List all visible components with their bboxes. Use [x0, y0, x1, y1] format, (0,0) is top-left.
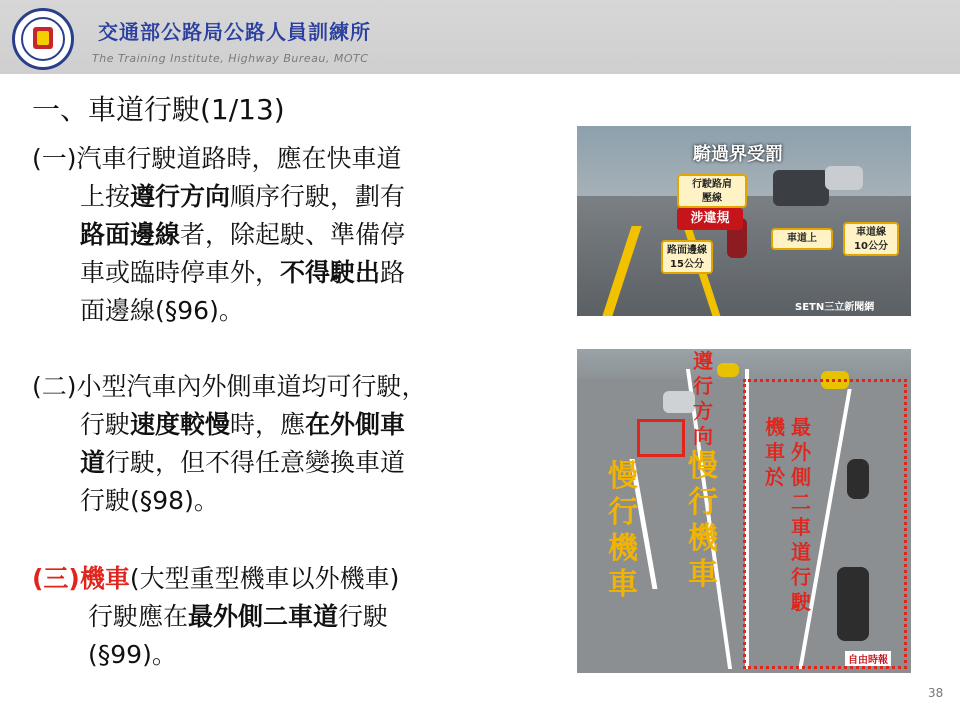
label-char: 機: [765, 415, 785, 439]
lane-line-label: 車道線 10公分: [843, 222, 899, 256]
header-bar: [0, 0, 960, 74]
label-char: 車: [791, 515, 811, 539]
paint-char: 行: [688, 485, 718, 520]
road-photo-motorcycle-lanes: [577, 349, 911, 673]
org-subtitle: The Training Institute, Highway Bureau, MOTC: [92, 52, 369, 65]
emphasis-text: 路面邊線: [80, 220, 181, 249]
text-span: (大型重型機車以外機車): [129, 564, 400, 593]
label-char: 於: [765, 465, 785, 489]
institute-logo: [12, 8, 74, 70]
news-source-logo: SETN三立新聞網: [795, 302, 875, 313]
emphasis-text: 速度較慢: [130, 410, 231, 439]
lane-paint-text: [683, 449, 723, 593]
text-span: 行駛: [338, 602, 389, 631]
text-span: 上按: [80, 182, 131, 211]
car-shape: [773, 170, 829, 206]
text-span: 順序行駛，劃有: [230, 182, 406, 211]
logo-emblem: [33, 27, 53, 49]
paint-char: 機: [608, 531, 638, 566]
shoulder-label: 行駛路肩 壓線: [677, 174, 747, 208]
photo-sky: [577, 349, 911, 379]
paint-char: 車: [688, 557, 718, 592]
emphasis-text: 道: [80, 448, 106, 477]
para3-line2: [88, 598, 388, 636]
para1-line3: [80, 216, 405, 254]
emphasis-text: 不得駛出: [280, 258, 381, 287]
label-char: 方: [693, 399, 713, 423]
label-char: 車: [765, 440, 785, 464]
para1-line4: [80, 254, 405, 292]
slide-title: 一、車道行駛(1/13): [32, 93, 285, 126]
label-char: 道: [791, 540, 811, 564]
label-char: 行: [693, 374, 713, 398]
outer-lane-label: [789, 415, 813, 615]
car-shape: [717, 363, 739, 377]
text-span: 時，應: [230, 410, 306, 439]
text-span: 行駛: [80, 410, 131, 439]
on-lane-label: 車道上: [771, 228, 833, 250]
emphasis-text: 在外側車: [305, 410, 406, 439]
label-char: 行: [791, 565, 811, 589]
para1-line2: [80, 178, 405, 216]
emphasis-text: 遵行方向: [130, 182, 231, 211]
text-span: 者，除起駛、準備停: [180, 220, 406, 249]
label-char: 二: [791, 490, 811, 514]
text-span: 行駛，但不得任意變換車道: [105, 448, 406, 477]
para2-line4: 行駛(§98)。: [80, 486, 219, 515]
label-char: 遵: [693, 349, 713, 373]
para3-line1: [32, 560, 399, 598]
label-char: 向: [693, 424, 713, 448]
para2-line1: (二)小型汽車內外側車道均可行駛，: [32, 372, 427, 401]
edge-line-label: 路面邊線 15公分: [661, 240, 713, 274]
emphasis-text: 最外側二車道: [188, 602, 339, 631]
car-shape: [825, 166, 863, 190]
page-number: 38: [928, 686, 944, 700]
highlight-text: (三)機車: [32, 564, 130, 593]
para2-line3: [80, 444, 405, 482]
news-source-logo: 自由時報: [845, 651, 891, 666]
text-span: 行駛應在: [88, 602, 189, 631]
news-photo-lane-violation: [577, 126, 911, 316]
paint-char: 慢: [608, 459, 638, 494]
paint-char: 機: [688, 521, 718, 556]
paint-char: 車: [608, 567, 638, 602]
label-char: 駛: [791, 590, 811, 614]
paint-char: 慢: [688, 449, 718, 484]
text-span: 路: [380, 258, 406, 287]
para2-line2: [80, 406, 405, 444]
label-char: 最: [791, 415, 811, 439]
label-char: 外: [791, 440, 811, 464]
moto-on-label: [763, 415, 787, 490]
para1-line1: (一)汽車行駛道路時，應在快車道: [32, 144, 402, 173]
violation-badge: 涉違規: [677, 208, 743, 230]
para3-line3: (§99)。: [88, 640, 177, 669]
paint-char: 行: [608, 495, 638, 530]
text-span: 車或臨時停車外，: [80, 258, 281, 287]
direction-label: [691, 349, 715, 449]
photo-banner: 騎過界受罰: [693, 144, 783, 165]
para1-line5: 面邊線(§96)。: [80, 296, 244, 325]
label-char: 側: [791, 465, 811, 489]
lane-paint-text: [603, 459, 643, 603]
direction-arrow-highlight: [637, 419, 685, 457]
org-name: 交通部公路局公路人員訓練所: [98, 20, 371, 44]
